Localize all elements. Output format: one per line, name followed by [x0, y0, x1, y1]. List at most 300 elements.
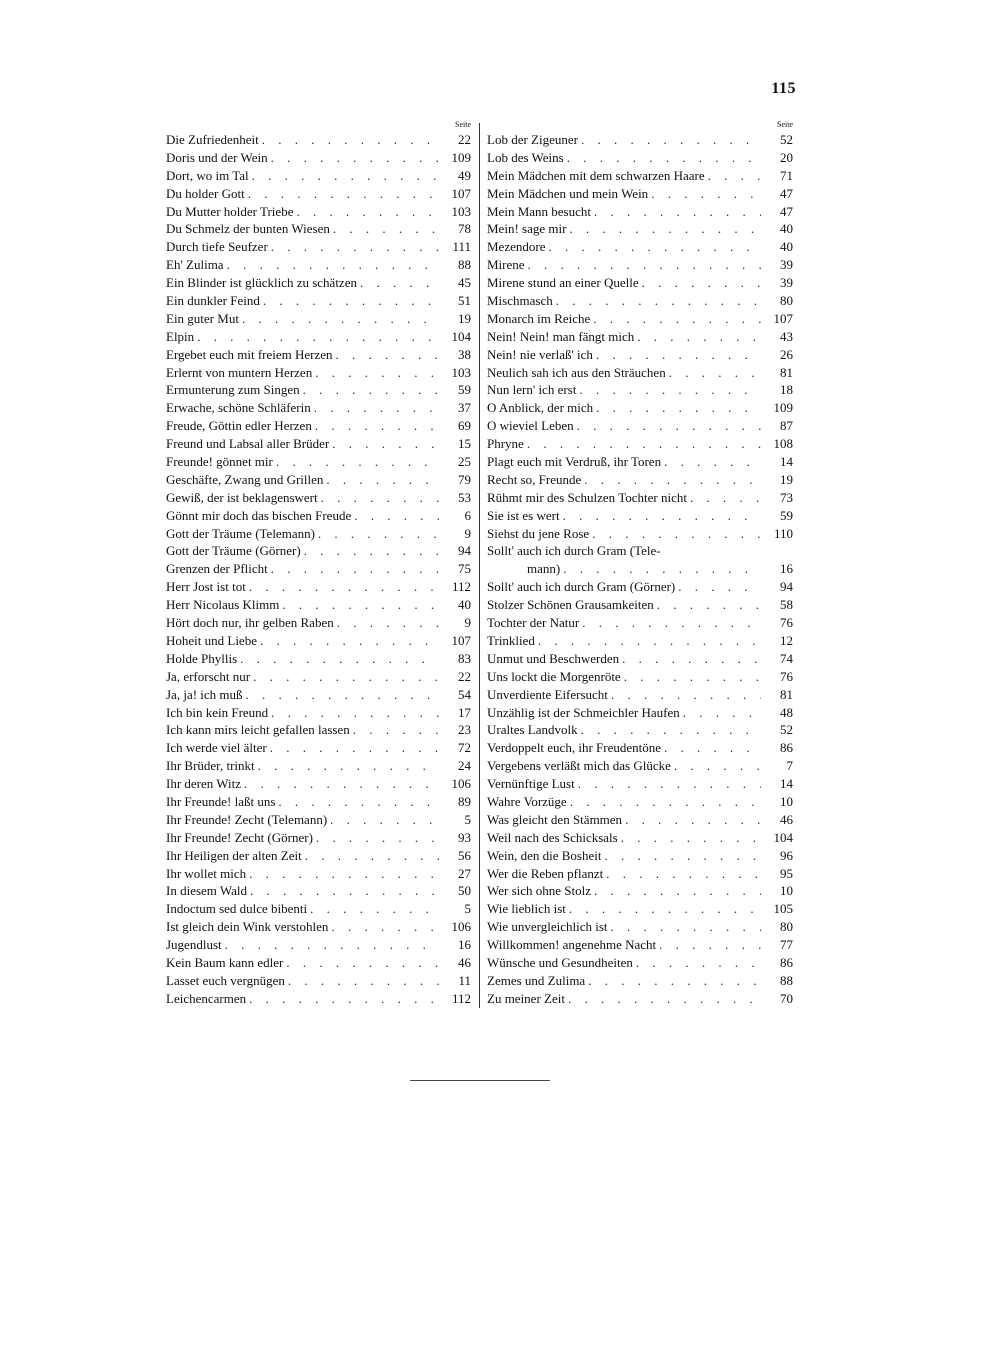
entry-title: Recht so, Freunde — [487, 471, 582, 487]
entry-title: Freund und Labsal aller Brüder — [166, 436, 330, 452]
index-entry — [166, 775, 471, 793]
index-entry — [166, 417, 471, 435]
entry-page-number: 80 — [780, 293, 793, 309]
leader-dots — [273, 453, 439, 471]
entry-page-number: 81 — [780, 686, 793, 702]
index-entry — [166, 435, 471, 453]
entry-page-number: 10 — [780, 883, 793, 899]
leader-dots — [268, 149, 439, 167]
leader-dots — [560, 507, 761, 525]
leader-dots — [255, 757, 439, 775]
entry-page-number: 70 — [780, 990, 793, 1006]
index-entry — [166, 704, 471, 722]
entry-page-number: 39 — [780, 275, 793, 291]
entry-page-number: 47 — [780, 203, 793, 219]
index-entry — [487, 453, 793, 471]
index-entry — [166, 453, 471, 471]
index-entry — [487, 435, 793, 453]
index-entry — [487, 757, 793, 775]
entry-title: Gott der Träume (Telemann) — [166, 525, 315, 541]
entry-page-number: 106 — [451, 776, 471, 792]
index-entry — [166, 686, 471, 704]
leader-dots — [329, 435, 439, 453]
index-entry — [166, 596, 471, 614]
entry-title: Lob des Weins — [487, 149, 564, 165]
index-entry — [487, 650, 793, 668]
leader-dots — [566, 900, 761, 918]
entry-page-number: 111 — [452, 239, 471, 255]
entry-page-number: 9 — [464, 615, 471, 631]
index-entry — [166, 399, 471, 417]
leader-dots — [300, 381, 439, 399]
leader-dots — [243, 686, 439, 704]
entry-page-number: 79 — [458, 471, 471, 487]
entry-page-number: 107 — [451, 632, 471, 648]
index-entry — [166, 310, 471, 328]
index-entry — [487, 614, 793, 632]
entry-title: Sie ist es wert — [487, 507, 560, 523]
entry-page-number: 108 — [773, 436, 793, 452]
entry-page-number: 75 — [458, 561, 471, 577]
index-entry — [487, 954, 793, 972]
entry-title: Ihr wollet mich — [166, 865, 247, 881]
entry-page-number: 18 — [780, 382, 793, 398]
entry-title: Unmut und Beschwerden — [487, 650, 620, 666]
entry-page-number: 88 — [780, 972, 793, 988]
leader-dots — [579, 614, 761, 632]
entry-page-number: 10 — [780, 793, 793, 809]
index-entry — [487, 900, 793, 918]
leader-dots — [633, 954, 761, 972]
index-entry — [166, 185, 471, 203]
index-entry — [487, 990, 793, 1008]
entry-title: Erlernt von muntern Herzen — [166, 364, 313, 380]
leader-dots — [567, 793, 761, 811]
index-entry — [487, 721, 793, 739]
leader-dots — [590, 310, 761, 328]
entry-page-number: 14 — [780, 776, 793, 792]
entry-title: Mein Mann besucht — [487, 203, 591, 219]
entry-page-number: 96 — [780, 847, 793, 863]
index-entry — [487, 542, 793, 560]
entry-title: Gott der Träume (Görner) — [166, 543, 301, 559]
leader-dots — [565, 990, 761, 1008]
leader-dots — [524, 435, 761, 453]
leader-dots — [267, 739, 439, 757]
entry-page-number: 76 — [780, 615, 793, 631]
leader-dots — [553, 292, 761, 310]
entry-title: Nein! nie verlaß' ich — [487, 346, 593, 362]
entry-title: Mein! sage mir — [487, 221, 567, 237]
index-entry — [487, 417, 793, 435]
entry-page-number: 16 — [458, 937, 471, 953]
index-entry — [166, 650, 471, 668]
entry-page-number: 15 — [458, 436, 471, 452]
index-entry — [166, 793, 471, 811]
index-entry — [487, 328, 793, 346]
entry-page-number: 72 — [458, 740, 471, 756]
leader-dots — [318, 489, 439, 507]
leader-dots — [279, 596, 439, 614]
entry-page-number: 112 — [451, 990, 471, 1006]
entry-title: Was gleicht den Stämmen — [487, 811, 623, 827]
entry-title: Lasset euch vergnügen — [166, 972, 285, 988]
leader-dots — [237, 650, 439, 668]
entry-title: Erwache, schöne Schläferin — [166, 400, 311, 416]
entry-title: Jugendlust — [166, 937, 222, 953]
entry-title: mann) — [527, 561, 561, 577]
entry-title: Doris und der Wein — [166, 149, 268, 165]
index-entry — [487, 364, 793, 382]
leader-dots — [578, 131, 761, 149]
entry-title: Stolzer Schönen Grausamkeiten — [487, 597, 654, 613]
leader-dots — [578, 721, 761, 739]
leader-dots — [639, 274, 761, 292]
entry-title: Hört doch nur, ihr gelben Raben — [166, 615, 334, 631]
entry-title: Verdoppelt euch, ihr Freudentöne — [487, 740, 662, 756]
entry-title: Ermunterung zum Singen — [166, 382, 300, 398]
entry-title: Monarch im Reiche — [487, 310, 591, 326]
leader-dots — [576, 381, 761, 399]
entry-title: Unzählig ist der Schmeichler Haufen — [487, 704, 680, 720]
index-entry — [166, 918, 471, 936]
entry-title: Weil nach des Schicksals — [487, 829, 618, 845]
entry-page-number: 37 — [458, 400, 471, 416]
entry-page-number: 89 — [458, 793, 471, 809]
entry-page-number: 46 — [458, 954, 471, 970]
leader-dots — [687, 489, 761, 507]
index-entry — [487, 918, 793, 936]
leader-dots — [224, 256, 439, 274]
index-entry — [166, 203, 471, 221]
entry-page-number: 6 — [464, 507, 471, 523]
index-entry — [487, 936, 793, 954]
index-entry — [487, 847, 793, 865]
entry-page-number: 104 — [773, 829, 793, 845]
index-entry — [166, 900, 471, 918]
leader-dots — [666, 364, 761, 382]
leader-dots — [350, 721, 439, 739]
entry-page-number: 109 — [451, 149, 471, 165]
leader-dots — [564, 149, 761, 167]
index-entry — [487, 882, 793, 900]
index-entry — [166, 882, 471, 900]
entry-title: Zemes und Zulima — [487, 972, 586, 988]
leader-dots — [249, 167, 439, 185]
leader-dots — [194, 328, 439, 346]
entry-title: Mirene — [487, 257, 525, 273]
index-entry — [166, 578, 471, 596]
index-entry — [487, 632, 793, 650]
entry-page-number: 14 — [780, 454, 793, 470]
entry-page-number: 7 — [786, 758, 793, 774]
entry-title: Elpin — [166, 328, 195, 344]
leader-dots — [661, 453, 761, 471]
entry-page-number: 19 — [780, 471, 793, 487]
entry-title: Ich werde viel älter — [166, 740, 267, 756]
index-entry — [166, 739, 471, 757]
leader-dots — [585, 972, 761, 990]
entry-page-number: 71 — [780, 167, 793, 183]
leader-dots — [246, 578, 439, 596]
leader-dots — [250, 668, 439, 686]
entry-title: Ihr Brüder, trinkt — [166, 758, 255, 774]
entry-title: Du holder Gott — [166, 185, 245, 201]
entry-title: Ihr Heiligen der alten Zeit — [166, 847, 302, 863]
entry-page-number: 59 — [458, 382, 471, 398]
index-entry — [487, 399, 793, 417]
leader-dots — [634, 328, 761, 346]
entry-title: Mirene stund an einer Quelle — [487, 275, 639, 291]
leader-dots — [621, 668, 761, 686]
index-entry — [487, 560, 793, 578]
index-entry — [487, 471, 793, 489]
entry-title: Sollt' auch ich durch Gram (Görner) — [487, 579, 676, 595]
entry-title: Ein Blinder ist glücklich zu schätzen — [166, 275, 357, 291]
entry-page-number: 43 — [780, 328, 793, 344]
entry-title: O wieviel Leben — [487, 418, 574, 434]
leader-dots — [654, 596, 761, 614]
index-entry — [166, 721, 471, 739]
index-entry — [487, 829, 793, 847]
leader-dots — [618, 829, 761, 847]
entry-title: Leichencarmen — [166, 990, 247, 1006]
entry-page-number: 52 — [780, 132, 793, 147]
entry-title: Wahre Vorzüge — [487, 793, 567, 809]
index-entry — [166, 238, 471, 256]
entry-title: Wie unvergleichlich ist — [487, 919, 608, 935]
index-entry — [487, 775, 793, 793]
leader-dots — [313, 829, 439, 847]
end-rule — [410, 1080, 550, 1081]
entry-title: Ja, ja! ich muß — [166, 686, 243, 702]
leader-dots — [608, 686, 761, 704]
entry-title: Mezendore — [487, 239, 546, 255]
index-entry — [487, 489, 793, 507]
leader-dots — [312, 417, 439, 435]
index-entry — [487, 346, 793, 364]
entry-title: Wer die Reben pflanzt — [487, 865, 604, 881]
entry-title: Siehst du jene Rose — [487, 525, 590, 541]
index-entry — [487, 507, 793, 525]
entry-page-number: 9 — [464, 525, 471, 541]
column-divider — [479, 123, 480, 1008]
entry-page-number: 27 — [458, 865, 471, 881]
column-header-seite: Seite — [455, 120, 471, 129]
entry-title: Du Mutter holder Triebe — [166, 203, 294, 219]
index-entry — [166, 220, 471, 238]
index-entry — [166, 972, 471, 990]
leader-dots — [241, 775, 439, 793]
index-entry — [166, 757, 471, 775]
index-entry — [487, 704, 793, 722]
leader-dots — [333, 346, 439, 364]
leader-dots — [239, 310, 439, 328]
entry-title: Holde Phyllis — [166, 650, 238, 666]
index-entry — [487, 167, 793, 185]
index-column-left — [166, 119, 471, 1008]
entry-page-number: 45 — [458, 275, 471, 291]
leader-dots — [302, 847, 439, 865]
entry-page-number: 47 — [780, 185, 793, 201]
entry-title: Phryne — [487, 436, 524, 452]
entry-title: Ihr deren Witz — [166, 776, 242, 792]
entry-title: Geschäfte, Zwang und Grillen — [166, 471, 324, 487]
entry-title: Wer sich ohne Stolz — [487, 883, 592, 899]
entry-title: Willkommen! angenehme Nacht — [487, 937, 657, 953]
entry-page-number: 5 — [464, 811, 471, 827]
leader-dots — [648, 185, 761, 203]
index-entry — [487, 185, 793, 203]
entry-title: Rühmt mir des Schulzen Tochter nicht — [487, 489, 687, 505]
leader-dots — [268, 560, 439, 578]
entry-page-number: 40 — [780, 221, 793, 237]
entry-page-number: 11 — [458, 972, 471, 988]
leader-dots — [259, 131, 439, 149]
entry-title: Die Zufriedenheit — [166, 132, 259, 147]
entry-title: Nun lern' ich erst — [487, 382, 577, 398]
leader-dots — [311, 399, 439, 417]
index-entry — [487, 238, 793, 256]
index-entry — [166, 632, 471, 650]
leader-dots — [327, 811, 439, 829]
leader-dots — [589, 525, 761, 543]
leader-dots — [602, 847, 762, 865]
index-entry — [487, 292, 793, 310]
entry-title: Ist gleich dein Wink verstohlen — [166, 919, 329, 935]
index-entry — [487, 220, 793, 238]
entry-page-number: 77 — [780, 937, 793, 953]
entry-page-number: 25 — [458, 454, 471, 470]
entry-page-number: 73 — [780, 489, 793, 505]
leader-dots — [545, 238, 761, 256]
index-entry — [166, 847, 471, 865]
index-entry — [487, 381, 793, 399]
index-column-right — [487, 119, 793, 1008]
leader-dots — [575, 775, 761, 793]
index-entry — [166, 542, 471, 560]
entry-title: Ergebet euch mit freiem Herzen — [166, 346, 333, 362]
entry-page-number: 48 — [780, 704, 793, 720]
leader-dots — [581, 471, 761, 489]
entry-page-number: 46 — [780, 811, 793, 827]
leader-dots — [535, 632, 761, 650]
entry-page-number: 106 — [451, 919, 471, 935]
index-entry — [166, 668, 471, 686]
entry-page-number: 5 — [464, 901, 471, 917]
entry-title: Mein Mädchen mit dem schwarzen Haare — [487, 167, 705, 183]
entry-title: Eh' Zulima — [166, 257, 224, 273]
index-entry — [166, 525, 471, 543]
entry-title: Ihr Freunde! Zecht (Telemann) — [166, 811, 328, 827]
entry-title: Lob der Zigeuner — [487, 132, 578, 147]
leader-dots — [247, 882, 439, 900]
leader-dots — [593, 399, 761, 417]
leader-dots — [351, 507, 439, 525]
index-entry — [166, 614, 471, 632]
index-entry — [166, 364, 471, 382]
entry-title: Mein Mädchen und mein Wein — [487, 185, 649, 201]
index-entry — [166, 507, 471, 525]
entry-title: Ich kann mirs leicht gefallen lassen — [166, 722, 350, 738]
entry-title: O Anblick, der mich — [487, 400, 594, 416]
entry-page-number: 19 — [458, 310, 471, 326]
index-entry — [487, 596, 793, 614]
index-entry — [166, 990, 471, 1008]
entry-page-number: 22 — [458, 132, 471, 147]
index-entry — [166, 346, 471, 364]
leader-dots — [566, 220, 761, 238]
leader-dots — [301, 542, 439, 560]
leader-dots — [293, 203, 439, 221]
leader-dots — [246, 990, 439, 1008]
entry-page-number: 88 — [458, 257, 471, 273]
index-entry — [487, 972, 793, 990]
entry-page-number: 38 — [458, 346, 471, 362]
leader-dots — [222, 936, 439, 954]
leader-dots — [705, 167, 761, 185]
entry-title: Sollt' auch ich durch Gram (Tele- — [487, 543, 661, 559]
entry-page-number: 94 — [458, 543, 471, 559]
entry-title: Herr Jost ist tot — [166, 579, 246, 595]
entry-page-number: 50 — [458, 883, 471, 899]
entry-page-number: 104 — [451, 328, 471, 344]
index-entry — [166, 131, 471, 149]
entry-title: Uns lockt die Morgenröte — [487, 668, 621, 684]
index-entry — [166, 471, 471, 489]
leader-dots — [574, 417, 761, 435]
leader-dots — [334, 614, 439, 632]
entry-title: Gewiß, der ist beklagenswert — [166, 489, 318, 505]
leader-dots — [622, 811, 761, 829]
index-entry — [487, 668, 793, 686]
leader-dots — [312, 364, 439, 382]
entry-page-number: 74 — [780, 650, 793, 666]
index-entry — [166, 149, 471, 167]
entry-page-number: 17 — [458, 704, 471, 720]
index-entry — [166, 489, 471, 507]
entry-page-number: 16 — [780, 561, 793, 577]
leader-dots — [245, 185, 439, 203]
index-entry — [166, 936, 471, 954]
index-entry — [166, 865, 471, 883]
entry-page-number: 56 — [458, 847, 471, 863]
leader-dots — [357, 274, 439, 292]
index-entry — [487, 793, 793, 811]
entry-page-number: 81 — [780, 364, 793, 380]
entry-title: Herr Nicolaus Klimm — [166, 597, 280, 613]
leader-dots — [661, 739, 761, 757]
leader-dots — [268, 238, 439, 256]
entry-title: Unverdiente Eifersucht — [487, 686, 608, 702]
entry-title: Neulich sah ich aus den Sträuchen — [487, 364, 666, 380]
entry-page-number: 112 — [451, 579, 471, 595]
leader-dots — [525, 256, 761, 274]
index-entry — [487, 149, 793, 167]
leader-dots — [619, 650, 761, 668]
page-number: 115 — [771, 80, 796, 97]
entry-page-number: 83 — [458, 650, 471, 666]
entry-page-number: 109 — [773, 400, 793, 416]
leader-dots — [257, 632, 439, 650]
entry-page-number: 110 — [773, 525, 793, 541]
entry-title: Trinklied — [487, 632, 535, 648]
entry-page-number: 103 — [451, 364, 471, 380]
index-entry — [487, 811, 793, 829]
index-entry — [487, 274, 793, 292]
index-entry — [166, 256, 471, 274]
entry-title: Freunde! gönnet mir — [166, 454, 273, 470]
